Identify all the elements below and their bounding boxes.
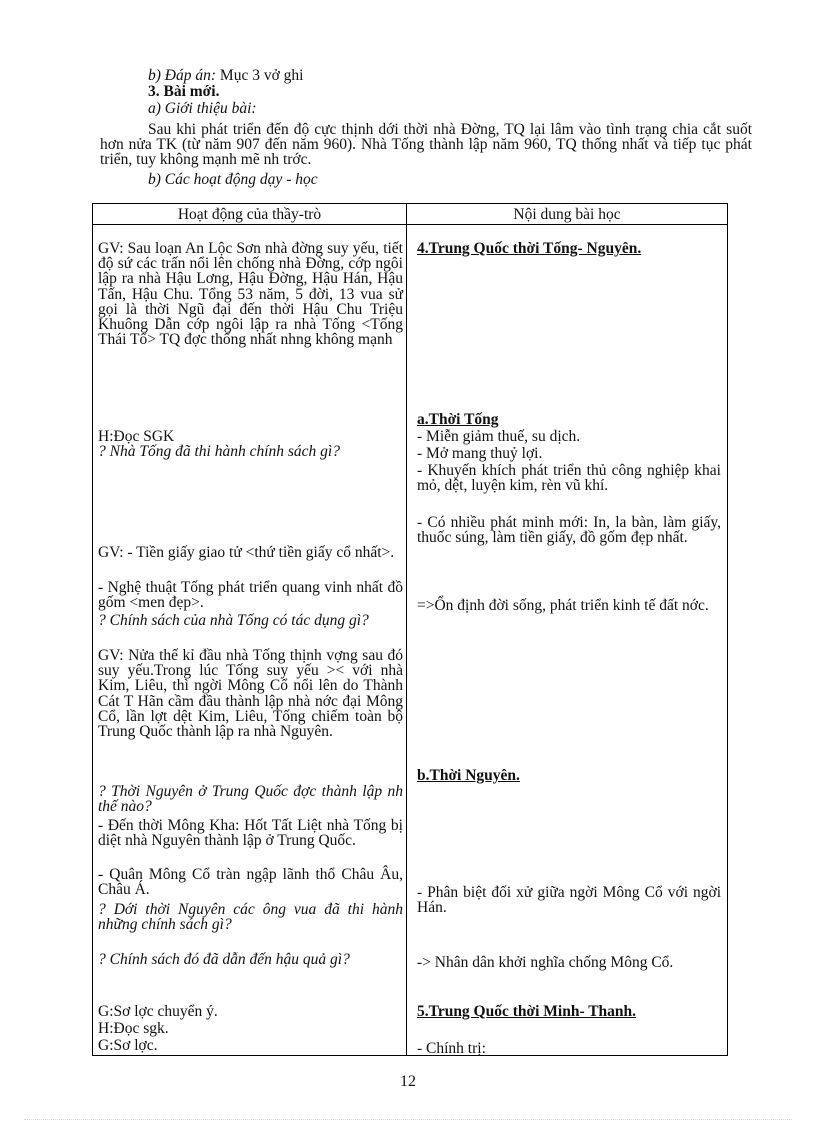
col-header-content: Nội dung bài học: [513, 206, 621, 223]
question-5: ? Chính sách đó đã dẫn đến hậu quả gì?: [98, 951, 350, 968]
column-divider: [406, 204, 407, 1055]
page-number: 12: [400, 1073, 416, 1090]
answer-3b: - Quân Mông Cổ tràn ngập lãnh thổ Châu Âu, Châu Á.: [98, 866, 403, 899]
question-2: ? Chính sách của nhà Tống có tác dụng gì?: [98, 612, 369, 629]
tong-point-4: - Có nhiều phát minh mới: In, la bàn, làm giấy, thuốc súng, làm tiền giấy, đồ gốm đẹp nhất.: [417, 514, 721, 547]
minh-thanh-point-1: - Chính trị:: [417, 1040, 486, 1057]
subsection-b-heading: b.Thời Nguyên.: [417, 767, 520, 784]
teacher-note-2b: - Nghệ thuật Tống phát triển quang vinh nhất đồ gốm <men đẹp>.: [98, 579, 403, 612]
col-header-activities: Hoạt động của thầy-trò: [177, 206, 322, 223]
activities-label: b) Các hoạt động dạy - học: [148, 171, 318, 188]
teacher-summary: G:Sơ lợc.: [98, 1037, 158, 1054]
teacher-note-3: GV: Nửa thế kỉ đầu nhà Tống thịnh vợng sau đó suy yếu.Trong lúc Tống suy yếu >< với nhà Kim, Liêu, thì ngời Mông Cổ nổi lên do Thành Cát T Hãn cầm đầu thành lập nhà nớc đại Mông Cổ, lần lợt dệt Kim, Liêu, Tống chiếm toàn bộ Trung Quốc thành lập ra nhà Nguyên.: [98, 647, 403, 741]
question-1: ? Nhà Tống đã thi hành chính sách gì?: [98, 443, 340, 460]
student-read-1: H:Đọc SGK: [98, 428, 175, 445]
answer-line: [148, 67, 303, 84]
answer-text: Mục 3 vở ghi: [219, 67, 304, 84]
header-divider: [93, 224, 727, 225]
new-lesson-heading: 3. Bài mới.: [148, 83, 220, 100]
intro-paragraph: Sau khi phát triển đến độ cực thịnh dới thời nhà Đờng, TQ lại lâm vào tình trạng chia cắt suốt hơn nửa TK (từ năm 907 đến năm 960). Nhà Tống thành lập năm 960, TQ thống nhất và tiếp tục phát triển, tuy không mạnh mẽ nh trớc.: [100, 121, 752, 168]
section-4-heading: 4.Trung Quốc thời Tống- Nguyên.: [417, 240, 642, 257]
page-edge-divider: [24, 1119, 792, 1120]
teacher-note-1: GV: Sau loạn An Lộc Sơn nhà đờng suy yếu, tiết độ sứ các trấn nổi lên chống nhà Đờng, cớp ngôi lập ra nhà Hậu Lơng, Hậu Đờng, Hậu Hán, Hậu Tấn, Hậu Chu. Tổng 53 năm, 5 đời, 13 vua sử gọi là thời Ngũ đại đến thời Hậu Chu Triệu Khuông Dẫn cớp ngôi lập ra nhà Tống <Tống Thái Tổ> TQ đợc thống nhất nhng không mạnh: [98, 240, 403, 349]
teacher-note-2a: GV: - Tiền giấy giao tử <thứ tiền giấy cổ nhất>.: [98, 544, 395, 561]
tong-point-2: - Mở mang thuỷ lợi.: [417, 445, 543, 462]
intro-label: a) Giới thiệu bài:: [148, 100, 257, 117]
subsection-a-heading: a.Thời Tống: [417, 411, 499, 428]
section-5-heading: 5.Trung Quốc thời Minh- Thanh.: [417, 1003, 637, 1020]
nguyen-result: -> Nhân dân khởi nghĩa chống Mông Cổ.: [417, 954, 674, 971]
answer-3a: - Đến thời Mông Kha: Hốt Tất Liệt nhà Tống bị diệt nhà Nguyên thành lập ở Trung Quốc.: [98, 817, 403, 850]
tong-result: =>Ổn định đời sống, phát triển kinh tế đất nớc.: [417, 597, 709, 614]
teacher-transition: G:Sơ lợc chuyển ý.: [98, 1003, 218, 1020]
nguyen-point-1: - Phân biệt đối xử giữa ngời Mông Cổ với ngời Hán.: [417, 884, 721, 917]
question-3: ? Thời Nguyên ở Trung Quốc đợc thành lập nh thế nào?: [98, 783, 403, 816]
student-read-2: H:Đọc sgk.: [98, 1020, 169, 1037]
answer-label: b) Đáp án:: [148, 67, 217, 84]
tong-point-3: - Khuyến khích phát triển thủ công nghiệp khai mỏ, dệt, luyện kim, rèn vũ khí.: [417, 462, 721, 495]
question-4: ? Dới thời Nguyên các ông vua đã thi hành những chính sách gì?: [98, 901, 403, 934]
tong-point-1: - Miễn giảm thuế, su dịch.: [417, 428, 581, 445]
